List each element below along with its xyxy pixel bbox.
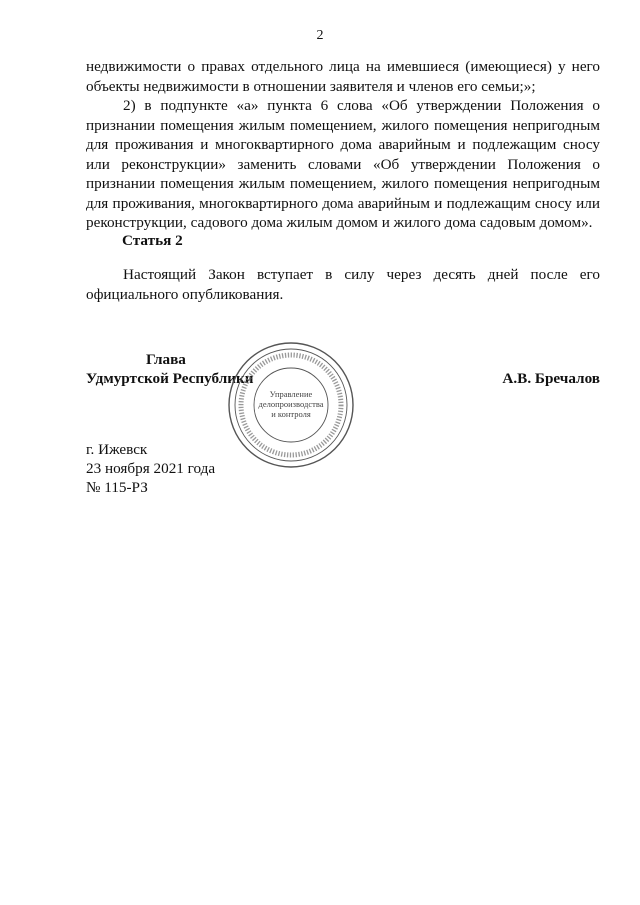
stamp-line-3: и контроля [271, 409, 311, 419]
signatory-title-line1: Глава [146, 351, 186, 368]
official-stamp-seal [226, 340, 356, 470]
amendment-text [86, 57, 600, 233]
signatory-name: А.В. Бречалов [502, 370, 600, 387]
page-number: 2 [316, 28, 324, 43]
article-text: Настоящий Закон вступает в силу через десять дней после его официального опубликования. [86, 266, 600, 303]
article-title: Статья 2 [122, 232, 183, 249]
signatory-title-line2: Удмуртской Республики [86, 370, 254, 387]
city: г. Ижевск [86, 441, 148, 458]
article-body [86, 265, 600, 304]
law-number: № 115-РЗ [86, 479, 148, 496]
signing-date: 23 ноября 2021 года [86, 460, 216, 477]
document-footer [86, 440, 215, 497]
stamp-line-2: делопроизводства [258, 399, 324, 409]
paragraph-item-2: 2) в подпункте «а» пункта 6 слова «Об утверждении Положения о признании помещения жилым помещением, жилого помещения непригодным для проживания и многоквартирного дома аварийным и подлежащим сносу или реконструкции» заменить словами «Об утверждении Положения о признании помещения жилым помещением, жилого помещения непригодным для проживания, многоквартирного дома аварийным и подлежащим сносу или реконструкции, садового дома жилым домом и жилого дома садовым домом». [86, 97, 600, 231]
paragraph-continuation: недвижимости о правах отдельного лица на имевшиеся (имеющиеся) у него объекты недвижимости в отношении заявителя и членов его семьи;»; [86, 58, 600, 95]
stamp-line-1: Управление [269, 389, 313, 399]
